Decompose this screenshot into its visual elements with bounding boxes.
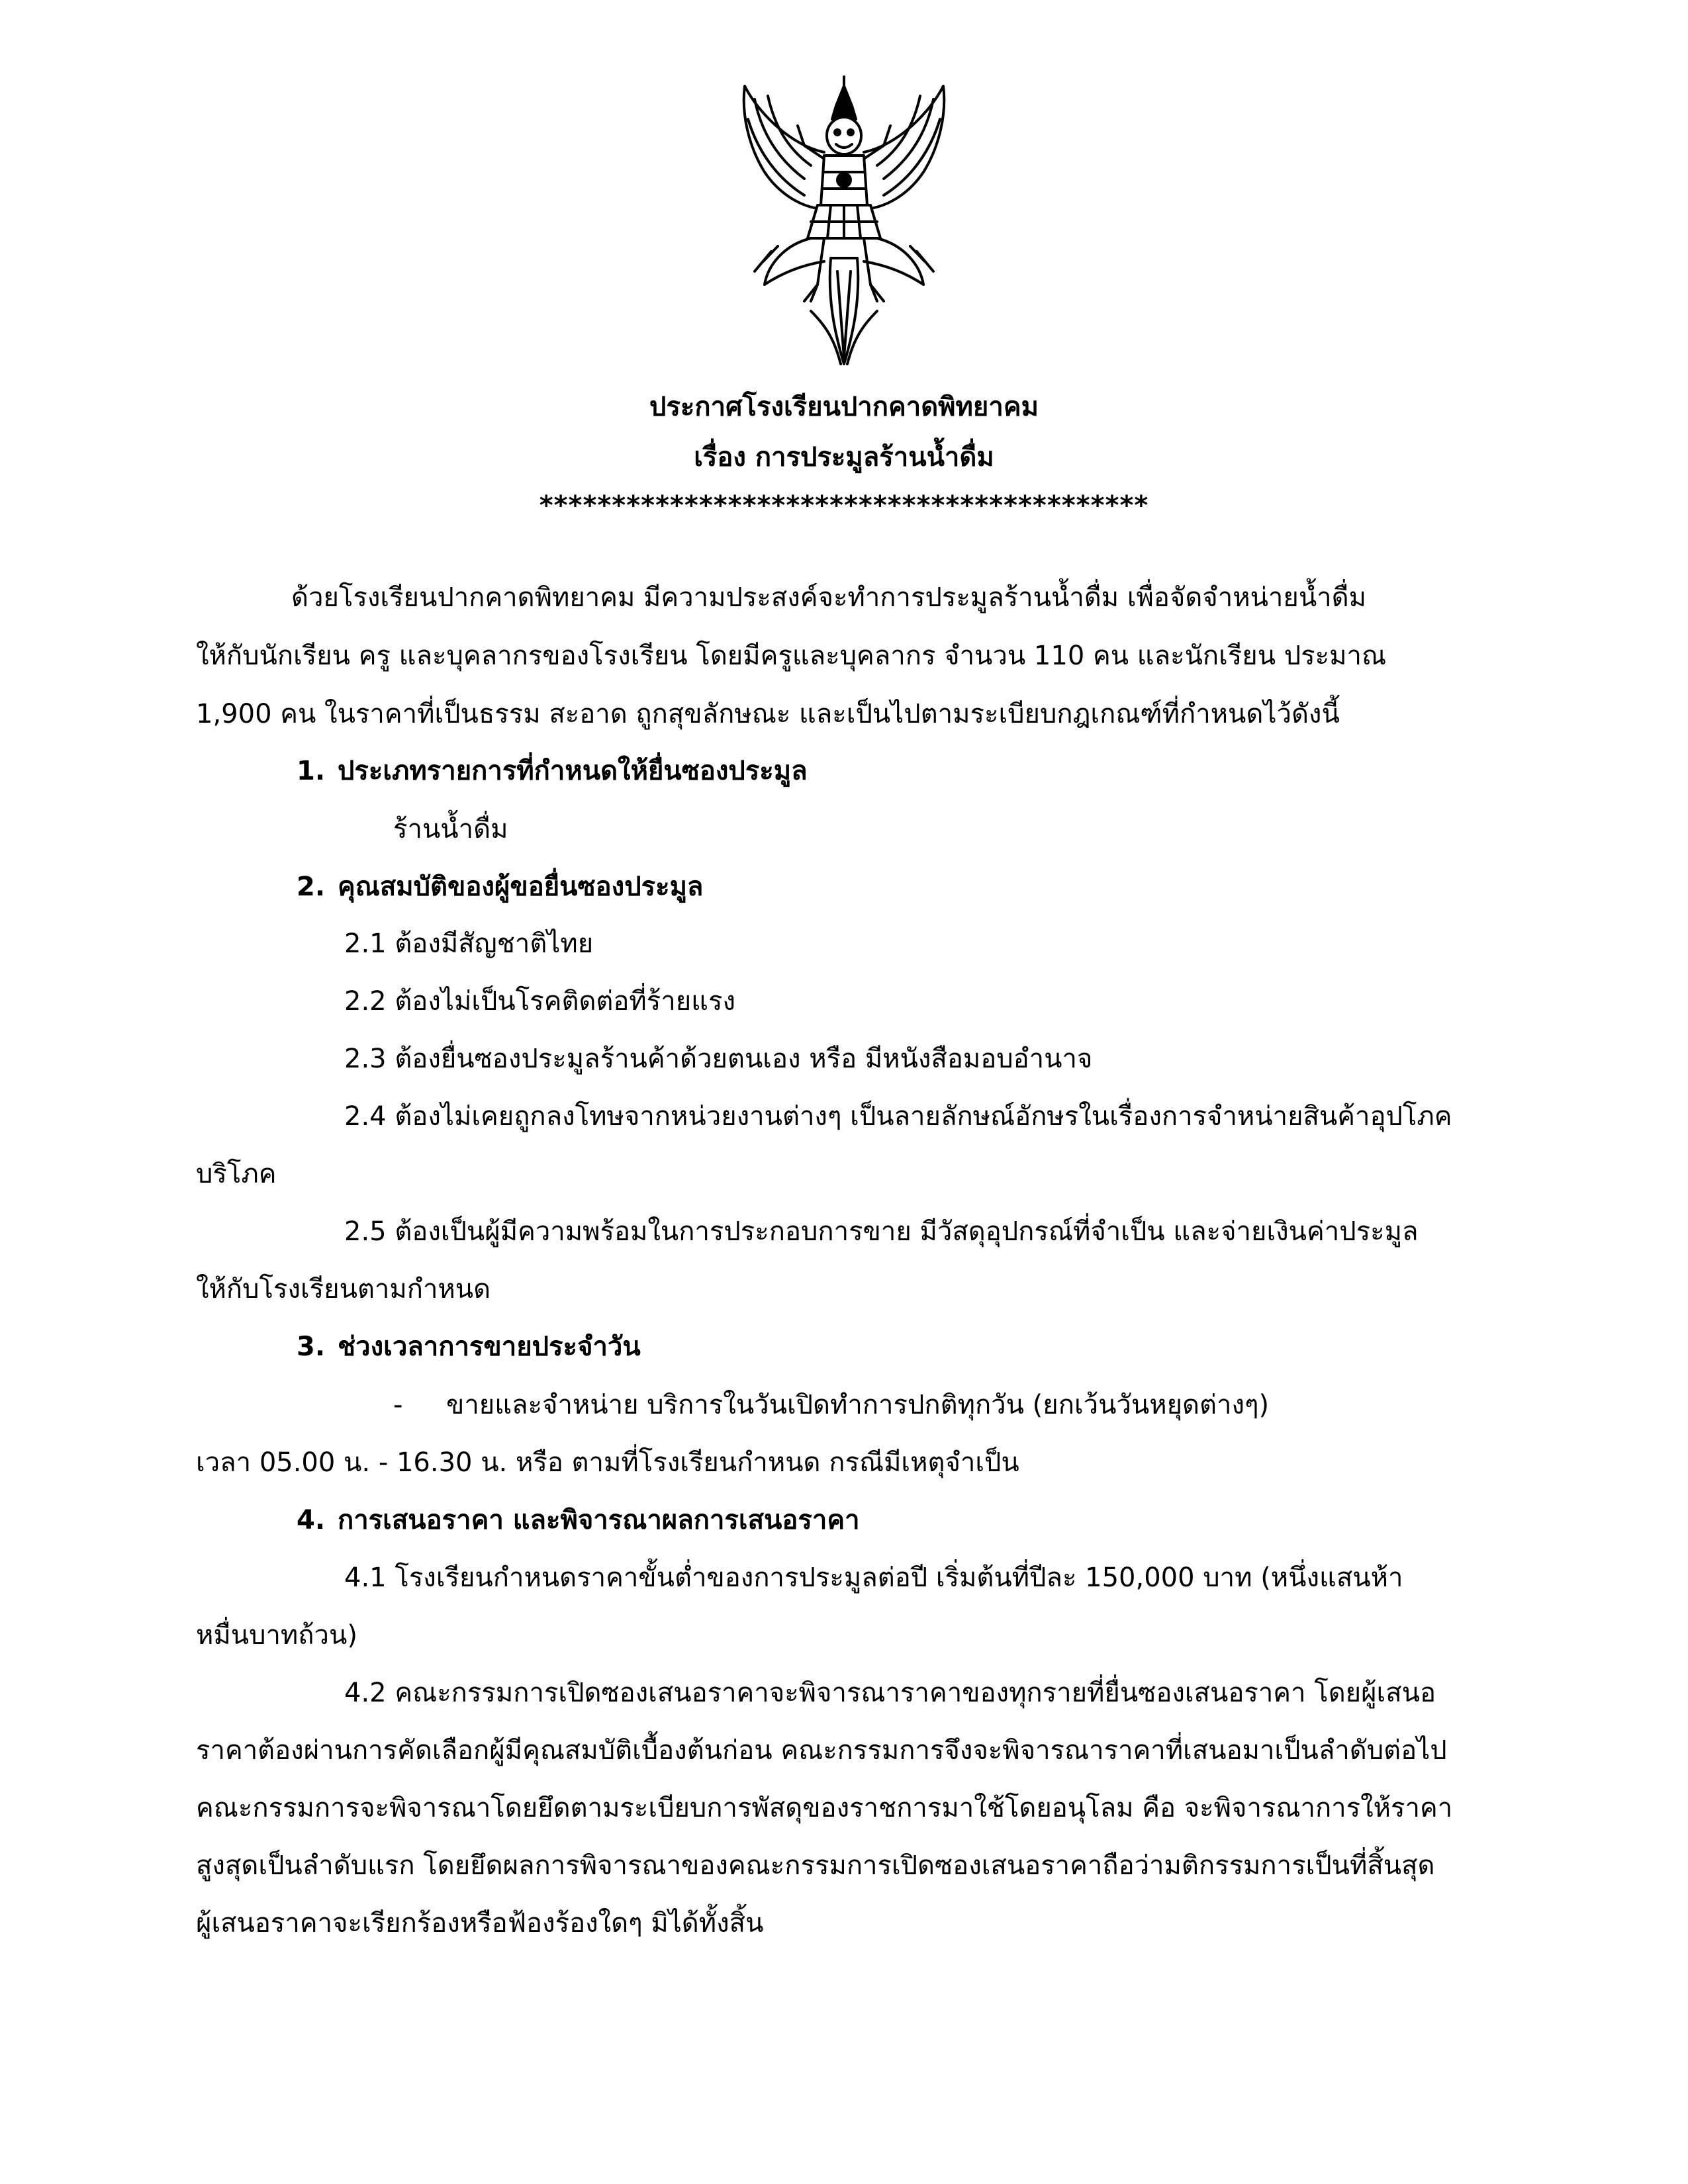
section-2-item-5-line-1: 2.5 ต้องเป็นผู้มีความพร้อมในการประกอบการขาย มีวัสดุอุปกรณ์ที่จำเป็น และจ่ายเงินค่าประมูล	[344, 1216, 1419, 1247]
garuda-emblem-icon	[731, 73, 957, 377]
section-4-item-2-line-2: ราคาต้องผ่านการคัดเลือกผู้มีคุณสมบัติเบื้องต้นก่อน คณะกรรมการจึงจะพิจารณาราคาที่เสนอมาเป็นลำดับต่อไป	[196, 1735, 1447, 1766]
section-2-number: 2.	[297, 872, 326, 902]
section-4-item-2-line-1: 4.2 คณะกรรมการเปิดซองเสนอราคาจะพิจารณาราคาของทุกรายที่ยื่นซองเสนอราคา โดยผู้เสนอ	[344, 1678, 1436, 1708]
section-2-item-2: 2.2 ต้องไม่เป็นโรคติดต่อที่ร้ายแรง	[344, 986, 735, 1017]
intro-line-1: ด้วยโรงเรียนปากคาดพิทยาคม มีความประสงค์จะทำการประมูลร้านน้ำดื่ม เพื่อจัดจำหน่ายน้ำดื่ม	[291, 582, 1366, 613]
section-4-item-1-line-1: 4.1 โรงเรียนกำหนดราคาขั้นต่ำของการประมูลต่อปี เริ่มต้นที่ปีละ 150,000 บาท (หนึ่งแสนห้า	[344, 1563, 1403, 1593]
section-1-item: ร้านน้ำดื่ม	[393, 814, 508, 844]
section-2-title: คุณสมบัติของผู้ขอยื่นซองประมูล	[338, 872, 704, 902]
section-4-item-2-line-5: ผู้เสนอราคาจะเรียกร้องหรือฟ้องร้องใดๆ มิได้ทั้งสิ้น	[196, 1908, 764, 1938]
section-3-line-1: ขายและจำหน่าย บริการในวันเปิดทำการปกติทุกวัน (ยกเว้นวันหยุดต่างๆ)	[446, 1390, 1270, 1420]
section-2-heading	[297, 868, 703, 905]
section-3-bullet-line	[393, 1387, 1269, 1424]
section-2-item-3: 2.3 ต้องยื่นซองประมูลร้านค้าด้วยตนเอง หรือ มีหนังสือมอบอำนาจ	[344, 1044, 1093, 1074]
section-2-item-5-line-2: ให้กับโรงเรียนตามกำหนด	[196, 1274, 491, 1304]
section-3-bullet: -	[393, 1390, 403, 1420]
section-2-item-1: 2.1 ต้องมีสัญชาติไทย	[344, 929, 594, 959]
intro-line-3: 1,900 คน ในราคาที่เป็นธรรม สะอาด ถูกสุขลักษณะ และเป็นไปตามระเบียบกฎเกณฑ์ที่กำหนดไว้ดังนี้	[196, 699, 1340, 729]
section-3-number: 3.	[297, 1332, 326, 1362]
section-4-number: 4.	[297, 1505, 326, 1535]
section-4-heading	[297, 1502, 860, 1539]
section-3-line-2: เวลา 05.00 น. - 16.30 น. หรือ ตามที่โรงเรียนกำหนด กรณีมีเหตุจำเป็น	[196, 1447, 1019, 1478]
header-divider: ******************************************	[539, 490, 1149, 521]
section-2-item-4-line-2: บริโภค	[196, 1159, 277, 1189]
section-1-title: ประเภทรายการที่กำหนดให้ยื่นซองประมูล	[338, 756, 808, 786]
section-4-item-2-line-4: สูงสุดเป็นลำดับแรก โดยยึดผลการพิจารณาของคณะกรรมการเปิดซองเสนอราคาถือว่ามติกรรมการเป็นที่สิ้นสุด	[196, 1850, 1435, 1881]
section-4-title: การเสนอราคา และพิจารณาผลการเสนอราคา	[338, 1505, 860, 1535]
section-3-heading	[297, 1328, 641, 1365]
document-subject: เรื่อง การประมูลร้านน้ำดื่ม	[694, 442, 994, 473]
section-4-item-2-line-3: คณะกรรมการจะพิจารณาโดยยึดตามระเบียบการพัสดุของราชการมาใช้โดยอนุโลม คือ จะพิจารณาการให้ราคา	[196, 1793, 1453, 1823]
intro-line-2: ให้กับนักเรียน ครู และบุคลากรของโรงเรียน โดยมีครูและบุคลากร จำนวน 110 คน และนักเรียน ประมาณ	[196, 641, 1387, 671]
section-1-number: 1.	[297, 756, 326, 786]
section-4-item-1-line-2: หมื่นบาทถ้วน)	[196, 1620, 357, 1651]
section-3-title: ช่วงเวลาการขายประจำวัน	[338, 1332, 641, 1362]
section-2-item-4-line-1: 2.4 ต้องไม่เคยถูกลงโทษจากหน่วยงานต่างๆ เป็นลายลักษณ์อักษรในเรื่องการจำหน่ายสินค้าอุปโภค	[344, 1101, 1452, 1132]
section-1-heading	[297, 752, 808, 790]
document-title: ประกาศโรงเรียนปากคาดพิทยาคม	[649, 392, 1039, 422]
